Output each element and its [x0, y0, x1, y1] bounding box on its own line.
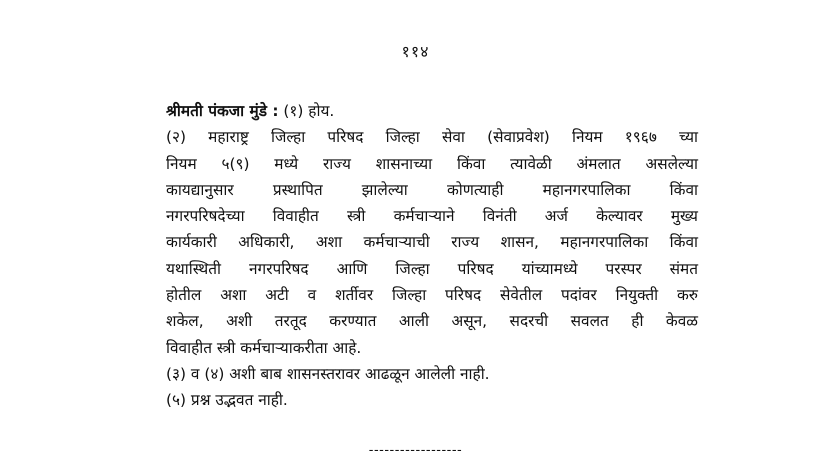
answer-first-line [166, 98, 698, 124]
reply-5: (५) प्रश्न उद्भवत नाही. [166, 391, 288, 410]
paragraph-line-last: विवाहीत स्त्री कर्मचाऱ्याकरीता आहे. [166, 338, 362, 357]
end-divider: ------------------ [368, 443, 463, 458]
paragraph-line: नगरपरिषदेच्या विवाहीत स्त्री कर्मचाऱ्याने विनंती अर्ज केल्यावर मुख्य [166, 207, 698, 226]
answer-block [166, 98, 698, 414]
paragraph-line: यथास्थिती नगरपरिषद आणि जिल्हा परिषद यांच्यामध्ये परस्पर संमत [166, 259, 698, 278]
reply-3-4: (३) व (४) अशी बाब शासनस्तरावर आढळून आलेली नाही. [166, 364, 490, 383]
paragraph-line: कार्यकारी अधिकारी, अशा कर्मचाऱ्याची राज्य शासन, महानगरपालिका किंवा [166, 233, 698, 252]
speaker-name: श्रीमती पंकजा मुंडे : [166, 102, 279, 120]
paragraph-line: कायद्यानुसार प्रस्थापित झालेल्या कोणत्याही महानगरपालिका किंवा [166, 180, 698, 199]
reply-1: (१) होय. [278, 102, 335, 120]
paragraph-line: शकेल, अशी तरतूद करण्यात आली असून, सदरची सवलत ही केवळ [166, 312, 698, 331]
page-number: ११४ [401, 42, 430, 61]
paragraph-line: (२) महाराष्ट्र जिल्हा परिषद जिल्हा सेवा (सेवाप्रवेश) नियम १९६७ च्या [166, 128, 698, 147]
paragraph-line: होतील अशा अटी व शर्तीवर जिल्हा परिषद सेवेतील पदांवर नियुक्ती करु [166, 286, 698, 305]
paragraph-line: नियम ५(९) मध्ये राज्य शासनाच्या किंवा त्यावेळी अंमलात असलेल्या [166, 154, 698, 173]
